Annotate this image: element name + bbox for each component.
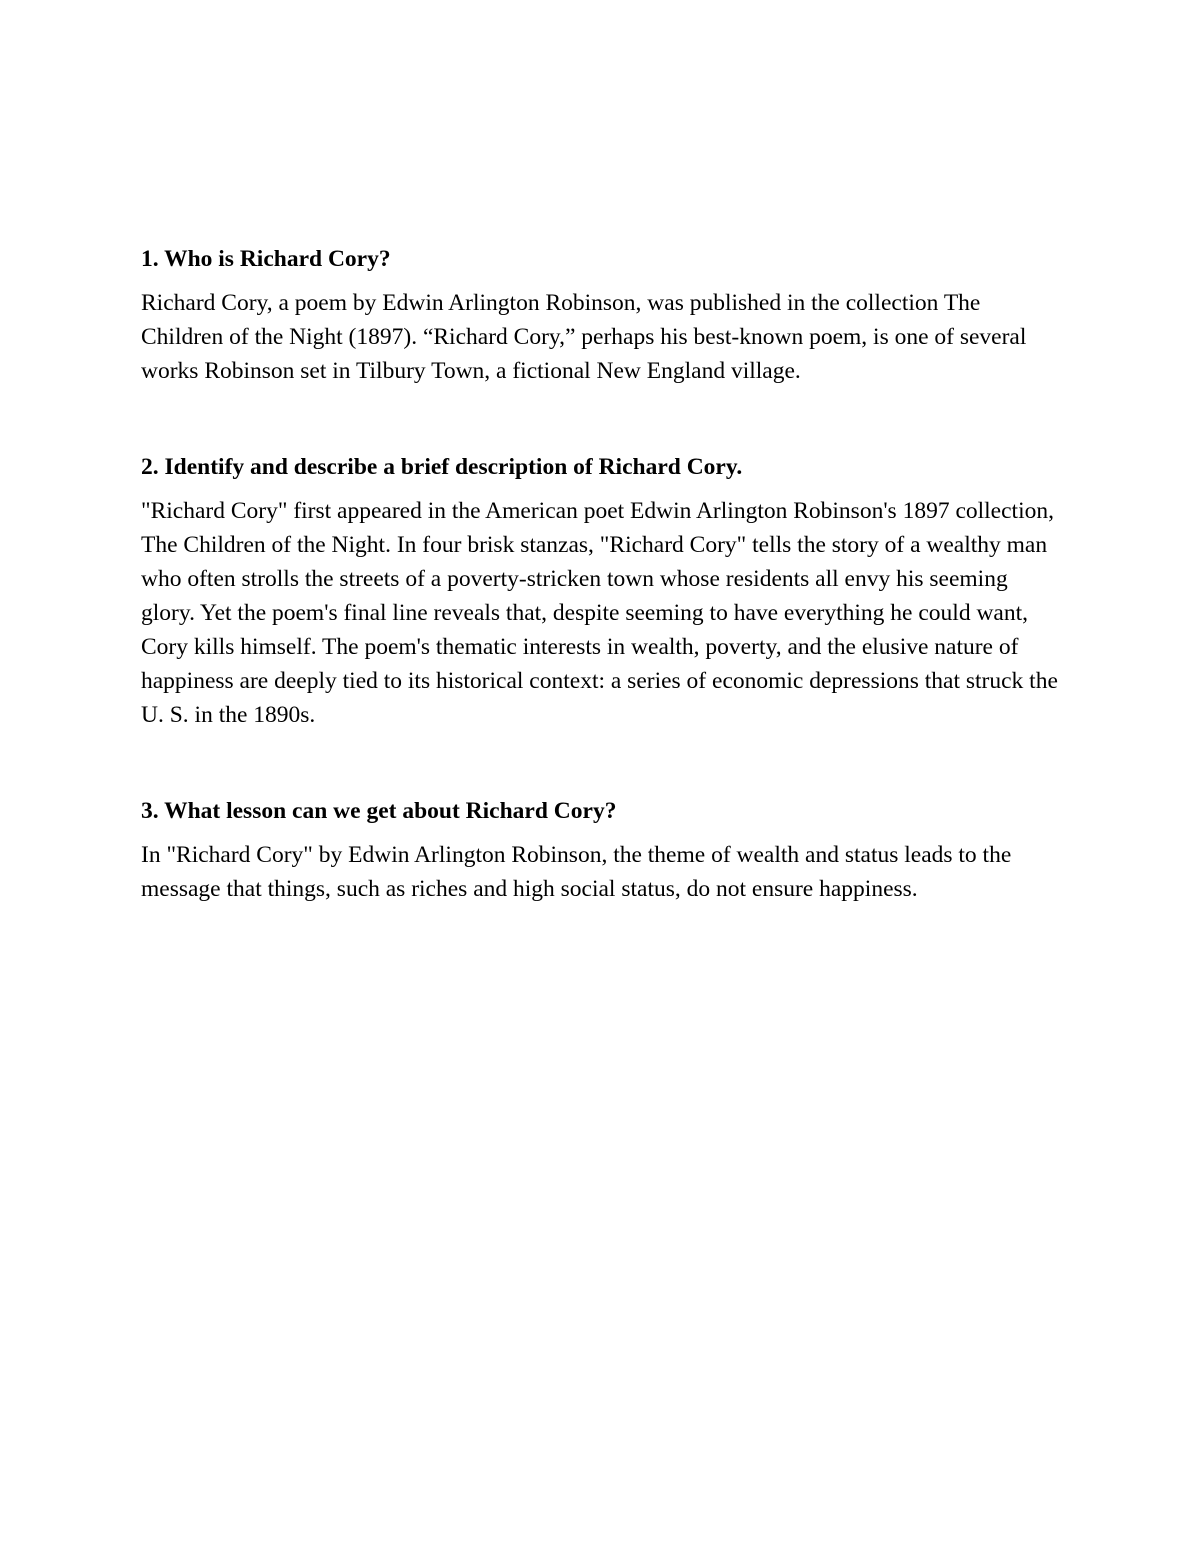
answer-3: In "Richard Cory" by Edwin Arlington Robinson, the theme of wealth and status leads to the message that things, such as riches and high social status, do not ensure happiness.	[141, 842, 1012, 902]
document-body	[141, 244, 1063, 906]
question-2: 2. Identify and describe a brief description of Richard Cory.	[141, 454, 743, 480]
qa-section-2	[141, 452, 1063, 732]
qa-section-3	[141, 796, 1063, 906]
answer-1: Richard Cory, a poem by Edwin Arlington Robinson, was published in the collection The Children of the Night (1897). “Richard Cory,” perhaps his best-known poem, is one of several works Robinson set in Tilbury Town, a fictional New England village.	[141, 290, 1027, 384]
answer-2: "Richard Cory" first appeared in the American poet Edwin Arlington Robinson's 1897 collection, The Children of the Night. In four brisk stanzas, "Richard Cory" tells the story of a wealthy man who often strolls the streets of a poverty-stricken town whose residents all envy his seeming glory. Yet the poem's final line reveals that, despite seeming to have everything he could want, Cory kills himself. The poem's thematic interests in wealth, poverty, and the elusive nature of happiness are deeply tied to its historical context: a series of economic depressions that struck the U. S. in the 1890s.	[141, 498, 1058, 728]
qa-section-1	[141, 244, 1063, 388]
question-1: 1. Who is Richard Cory?	[141, 246, 391, 272]
question-3: 3. What lesson can we get about Richard Cory?	[141, 798, 617, 824]
